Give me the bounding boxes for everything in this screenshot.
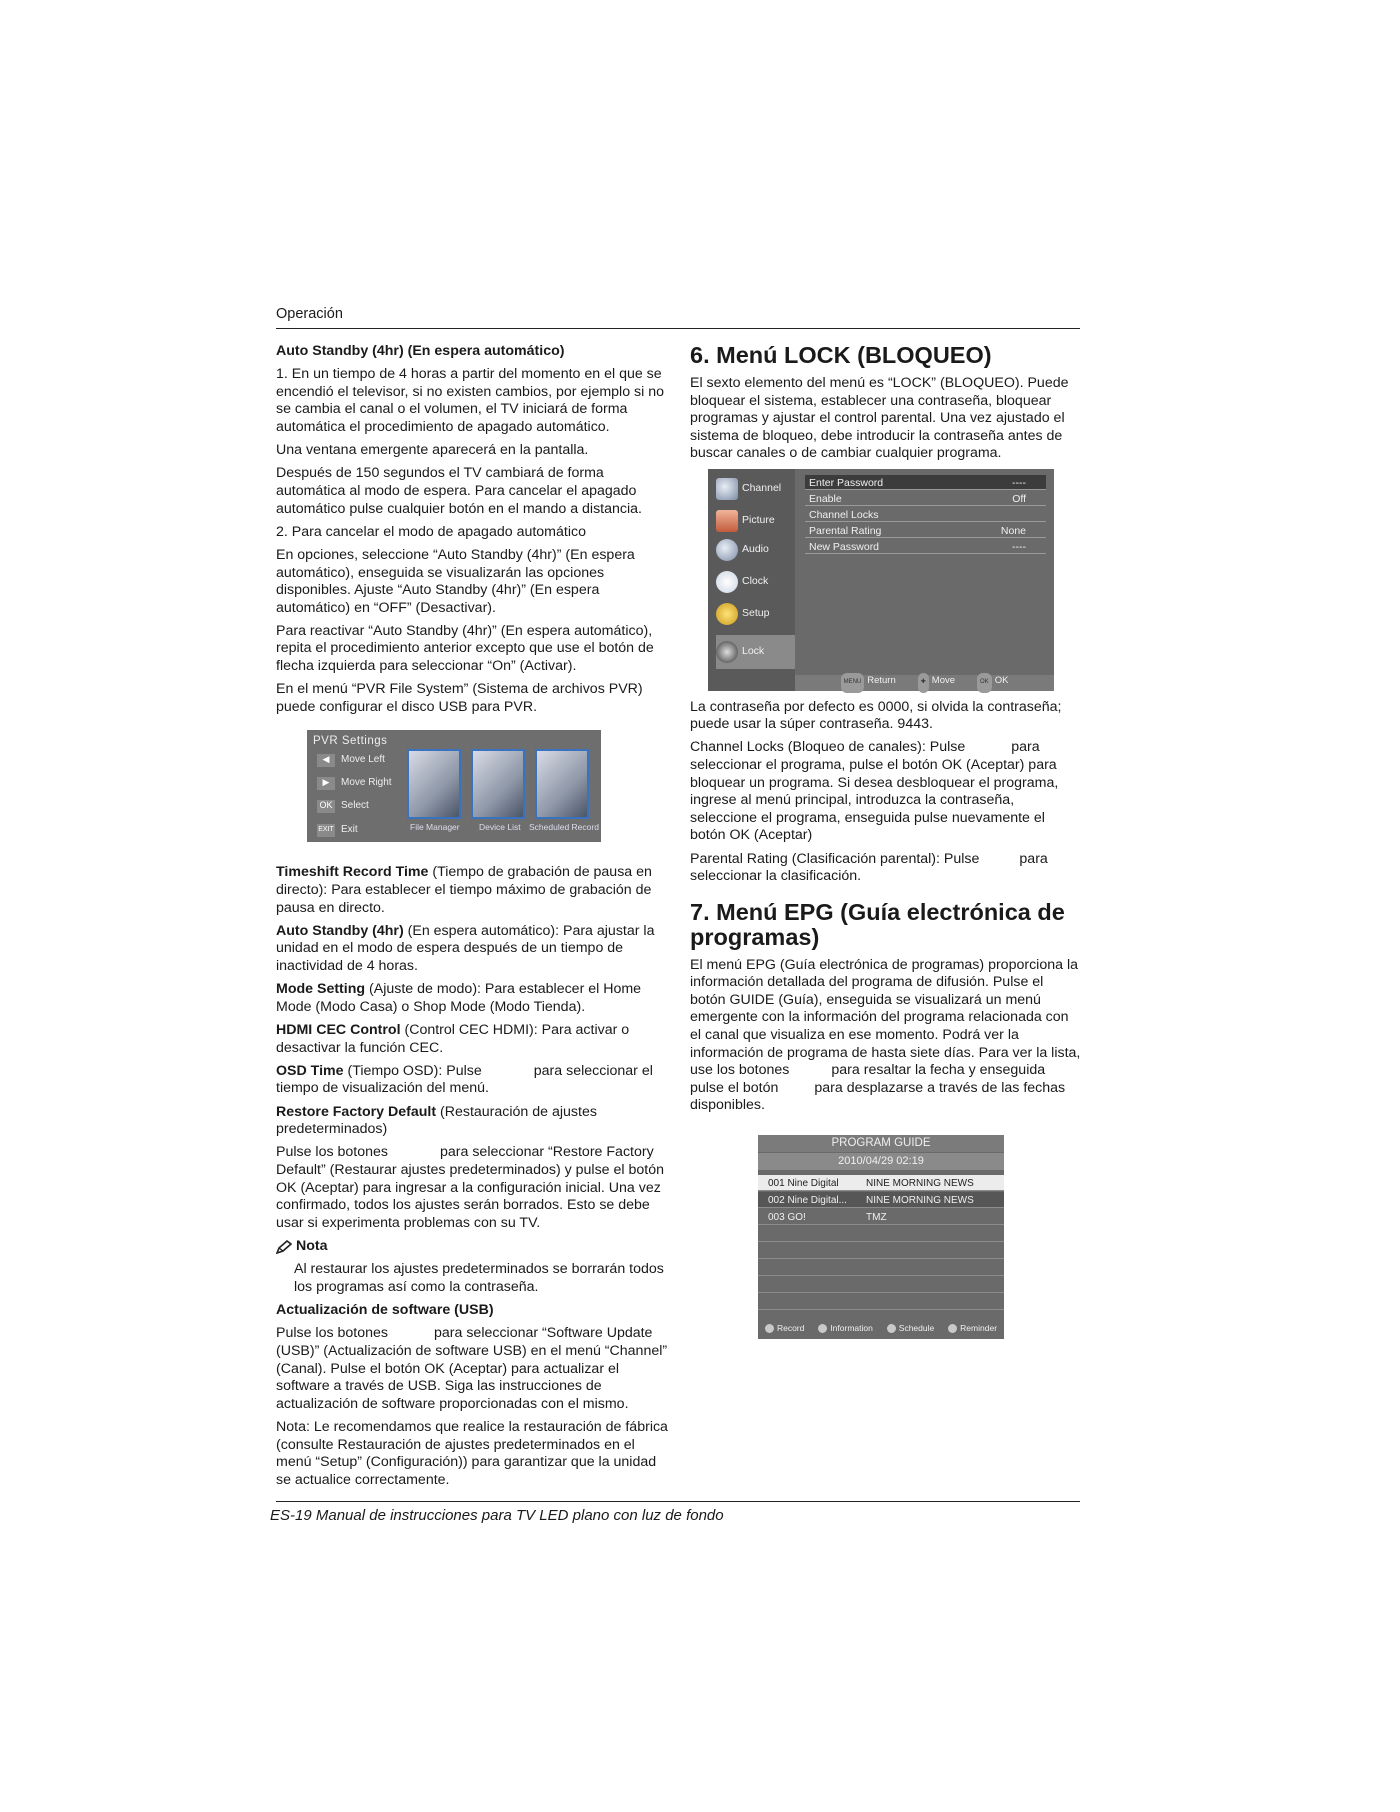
auto-standby-heading: Auto Standby (4hr) (En espera automático) [276, 343, 565, 359]
thumb-label: File Manager [410, 822, 460, 833]
hint-return: MENU Return [841, 672, 896, 693]
paragraph: La contraseña por defecto es 0000, si olvida la contraseña; puede usar la súper contraseña. 9443. [690, 698, 1062, 733]
definition: (Ajuste de modo): Para establecer el Home Mode (Modo Casa) o Shop Mode (Modo Tienda). [276, 981, 642, 1015]
lock-icon [716, 641, 738, 663]
thumb-label: Device List [479, 822, 521, 833]
lock-option: Channel Locks [805, 507, 1046, 522]
page-footer: ES-19 Manual de instrucciones para TV LED plano con luz de fondo [270, 1507, 724, 1524]
menu-item-setup: Setup [716, 600, 795, 628]
paragraph: 2. Para cancelar el modo de apagado automático [276, 523, 586, 540]
program-guide-screenshot [758, 1135, 1004, 1339]
term: OSD Time [276, 1062, 344, 1079]
guide-row-empty [758, 1226, 1004, 1242]
hint-move: ✚ Move [918, 672, 955, 693]
paragraph: El sexto elemento del menú es “LOCK” (BLOQUEO). Puede bloquear el sistema, establecer una contraseña, bloquear programas y ajustar el control parental. Una vez ajustado el sistema de bloqueo, debe introducir la contraseña antes de buscar canales o de cambiar cualquier programa. [690, 375, 1069, 462]
pvr-item-label: Move Left [341, 754, 385, 766]
file-manager-icon [407, 749, 461, 819]
paragraph: En opciones, seleccione “Auto Standby (4hr)” (En espera automático), enseguida se visualizarán las opciones disponibles. Ajuste “Auto Standby (4hr)” (En espera automático) en “OFF” (Desactivar). [276, 546, 635, 616]
guide-row: 001 Nine Digital NINE MORNING NEWS [758, 1175, 1004, 1191]
menu-item-lock: Lock [716, 635, 795, 669]
pencil-icon [276, 1240, 292, 1254]
lock-option: Enable Off [805, 491, 1046, 506]
menu-item-channel: Channel [716, 475, 795, 503]
paragraph: 1. En un tiempo de 4 horas a partir del momento en el que se encendió el televisor, si no existen cambios, por ejemplo si no se cambia el canal o el volumen, el TV iniciará de forma automática el procedimiento de apagado automático. [276, 366, 665, 435]
paragraph [276, 981, 671, 1016]
program-guide-datetime: 2010/04/29 02:19 [758, 1153, 1004, 1170]
definition: (Control CEC HDMI): Para activar o desactivar la función CEC. [276, 1021, 630, 1056]
ok-key-icon: OK [317, 800, 335, 813]
guide-row-empty [758, 1243, 1004, 1259]
header-rule [276, 328, 1080, 329]
paragraph: En el menú “PVR File System” (Sistema de archivos PVR) puede configurar el disco USB para PVR. [276, 681, 643, 715]
menu-item-audio: Audio [716, 536, 795, 564]
term: HDMI CEC Control [276, 1021, 401, 1038]
paragraph: Después de 150 segundos el TV cambiará de forma automática al modo de espera. Para cancelar el apagado automático pulse cualquier botón en el mando a distancia. [276, 465, 642, 517]
pvr-item-label: Select [341, 800, 369, 812]
paragraph: Nota: Le recomendamos que realice la restauración de fábrica (consulte Restauración de ajustes predeterminados en el menú “Setup” (Configuración)) para garantizar que la unidad se actualice correctamente. [276, 1419, 668, 1488]
pvr-item-label: Move Right [341, 777, 392, 789]
guide-row-empty [758, 1277, 1004, 1293]
epg-menu-heading: 7. Menú EPG (Guía electrónica de programas) [690, 898, 1065, 950]
software-update-heading: Actualización de software (USB) [276, 1302, 494, 1319]
paragraph: Pulse los botones para seleccionar “Restore Factory Default” (Restaurar ajustes predeterminados) y pulse el botón OK (Aceptar) para ingresar a la configuración inicial. Una vez confirmado, todos los ajustes serán borrados. Esto se debe usar si experimenta problemas con su TV. [276, 1144, 664, 1231]
note-body: Al restaurar los ajustes predeterminados se borrarán todos los programas así como la contraseña. [294, 1261, 664, 1296]
guide-row-empty [758, 1294, 1004, 1310]
lock-menu-heading: 6. Menú LOCK (BLOQUEO) [690, 342, 992, 368]
definition: (Tiempo de grabación de pausa en directo): Para establecer el tiempo máximo de grabación de pausa en directo. [276, 864, 652, 916]
right-arrow-icon: ▶ [317, 777, 335, 790]
right-column [690, 343, 1082, 1339]
definition: para seleccionar el tiempo de visualización del menú. [276, 1062, 653, 1097]
lock-menu-screenshot [708, 469, 1054, 691]
term: Timeshift Record Time [276, 864, 429, 881]
guide-row-empty [758, 1260, 1004, 1276]
definition: (En espera automático): Para ajustar la unidad en el modo de espera después de un tiempo de inactividad de 4 horas. [276, 922, 655, 974]
pvr-item-label: Exit [341, 824, 358, 836]
term: Mode Setting [276, 981, 366, 998]
footer-rule [276, 1501, 1080, 1502]
schedule-key: Schedule [887, 1320, 934, 1338]
paragraph: Para reactivar “Auto Standby (4hr)” (En espera automático), repita el procedimiento anterior excepto que use el botón de flecha izquierda para seleccionar “On” (Activar). [276, 622, 654, 675]
menu-item-picture: Picture [716, 507, 795, 535]
audio-icon [716, 539, 738, 561]
record-key: Record [765, 1320, 804, 1338]
paragraph [276, 864, 671, 917]
reminder-key: Reminder [948, 1320, 997, 1338]
picture-icon [716, 510, 738, 532]
paragraph [276, 923, 671, 976]
guide-row: 003 GO! TMZ [758, 1209, 1004, 1225]
pvr-item [317, 797, 369, 815]
information-key: Information [818, 1320, 873, 1338]
paragraph: El menú EPG (Guía electrónica de programas) proporciona la información detallada del programa de difusión. Pulse el botón GUIDE (Guía), enseguida se visualizará un menú emergente con la información del programa relacionada con el canal que visualiza en ese momento. Podrá ver la información de programa de hasta siete días. Para ver la lista, use los botones para resaltar la fecha y enseguida pulse el botón para desplazarse a través de las fechas disponibles. [690, 956, 1081, 1114]
paragraph: Parental Rating (Clasificación parental): Pulse para seleccionar la clasificación. [690, 850, 1048, 885]
device-list-icon [471, 749, 525, 819]
hint-ok: OK OK [977, 672, 1008, 693]
program-guide-title: PROGRAM GUIDE [758, 1135, 1004, 1152]
page-header-label: Operación [276, 306, 343, 322]
channel-icon [716, 478, 738, 500]
clock-icon [716, 571, 738, 593]
definition: (Restauración de ajustes predeterminados) [276, 1103, 597, 1138]
guide-row: 002 Nine Digital... NINE MORNING NEWS [758, 1192, 1004, 1208]
pvr-settings-screenshot [307, 730, 601, 842]
lock-option: Enter Password ---- [805, 475, 1046, 490]
lock-option: New Password ---- [805, 539, 1046, 554]
scheduled-record-icon [535, 749, 589, 819]
paragraph [276, 1022, 671, 1057]
pvr-item [317, 821, 358, 839]
note-heading: Nota [276, 1238, 671, 1256]
left-column [276, 343, 671, 1495]
paragraph: Una ventana emergente aparecerá en la pantalla. [276, 442, 589, 459]
pvr-item [317, 774, 392, 792]
paragraph: Channel Locks (Bloqueo de canales): Pulse para seleccionar el programa, pulse el botón OK (Aceptar) para bloquear un programa. Si desea desbloquear el programa, ingrese al menú principal, introduzca la contraseña, seleccione el programa, enseguida pulse nuevamente el botón OK (Aceptar) [690, 739, 1059, 844]
exit-key-icon: EXIT [317, 824, 335, 837]
thumb-label: Scheduled Record [529, 822, 599, 833]
paragraph: Pulse los botones para seleccionar “Software Update (USB)” (Actualización de software USB) en el menú “Channel” (Canal). Pulse el botón OK (Aceptar) para actualizar el software a través de USB. Siga las instrucciones de actualización de software proporcionadas con el mismo. [276, 1325, 668, 1412]
program-guide-footer [758, 1319, 1004, 1339]
paragraph [276, 1104, 671, 1139]
paragraph [276, 1063, 671, 1098]
lock-menu-hint-bar [795, 675, 1054, 691]
term: Restore Factory Default [276, 1103, 437, 1120]
pvr-settings-title: PVR Settings [313, 735, 388, 748]
definition: (Tiempo OSD): Pulse [343, 1062, 482, 1079]
left-arrow-icon: ◀ [317, 754, 335, 767]
pvr-item [317, 751, 385, 769]
term: Auto Standby (4hr) [276, 922, 404, 939]
lock-option: Parental Rating None [805, 523, 1046, 538]
menu-item-clock: Clock [716, 568, 795, 596]
star-icon [716, 603, 738, 625]
